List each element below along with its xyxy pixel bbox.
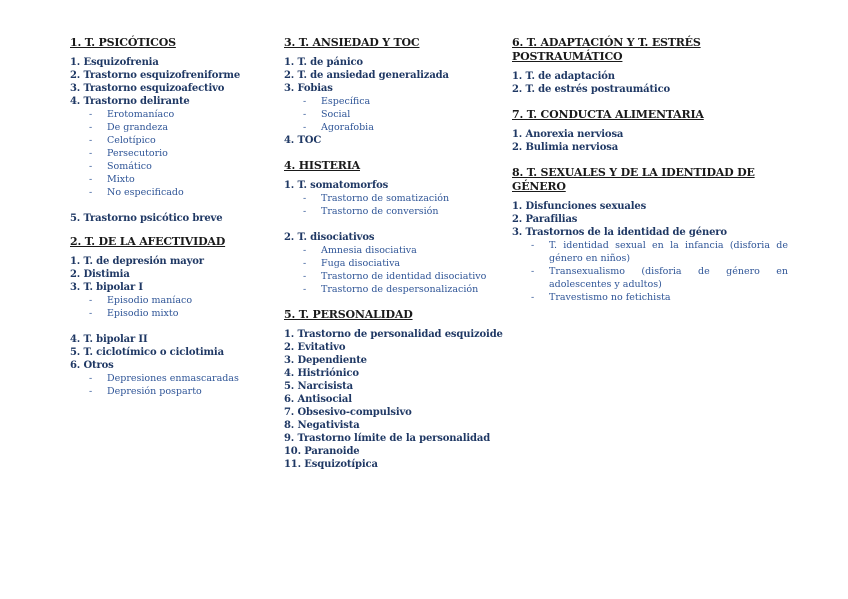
sub-item: - Trastorno de identidad disociativo — [284, 270, 504, 283]
list-item: 6. Antisocial — [284, 394, 352, 405]
section-title: 1. T. PSICÓTICOS — [70, 36, 176, 49]
list-item: 1. Trastorno de personalidad esquizoide — [284, 329, 503, 340]
sub-item: - De grandeza — [70, 121, 270, 134]
list-item: 3. Trastorno esquizoafectivo — [70, 83, 225, 94]
section-psicoticos — [70, 36, 270, 225]
section-alimentaria — [512, 108, 788, 154]
sub-item: - Transexualismo (disforia de género en adolescentes y adultos) — [512, 265, 788, 291]
section-title: 5. T. PERSONALIDAD — [284, 308, 413, 321]
list-item: 5. Trastorno psicótico breve — [70, 213, 223, 224]
list-item: 4. T. bipolar II — [70, 334, 148, 345]
list-item: 2. T. de estrés postraumático — [512, 84, 671, 95]
sub-item: - No especificado — [70, 186, 270, 199]
list-item: 2. T. de ansiedad generalizada — [284, 70, 449, 81]
list-item: 1. Anorexia nerviosa — [512, 129, 624, 140]
list-item: 2. Bulimia nerviosa — [512, 142, 619, 153]
column-2 — [284, 36, 504, 481]
section-ansiedad — [284, 36, 504, 147]
list-item: 1. T. de adaptación — [512, 71, 615, 82]
sub-item: - T. identidad sexual en la infancia (disforia de género en niños) — [512, 239, 788, 265]
list-item: 2. Trastorno esquizofreniforme — [70, 70, 241, 81]
column-3 — [512, 36, 788, 314]
section-histeria — [284, 159, 504, 296]
list-item: 3. T. bipolar I — [70, 282, 143, 293]
list-item: 6. Otros — [70, 360, 114, 371]
column-1 — [70, 36, 270, 408]
list-item: 1. T. de pánico — [284, 57, 363, 68]
sub-item: - Específica — [284, 95, 504, 108]
sub-item: - Episodio mixto — [70, 307, 270, 320]
sub-item: - Agorafobia — [284, 121, 504, 134]
list-item: 4. Histriónico — [284, 368, 359, 379]
section-title: 3. T. ANSIEDAD Y TOC — [284, 36, 420, 49]
sub-item: - Amnesia disociativa — [284, 244, 504, 257]
list-item: 4. TOC — [284, 135, 322, 146]
list-item: 5. T. ciclotímico o ciclotimia — [70, 347, 224, 358]
list-item: 1. Disfunciones sexuales — [512, 201, 647, 212]
sub-item: - Celotípico — [70, 134, 270, 147]
section-personalidad — [284, 308, 504, 471]
list-item: 9. Trastorno límite de la personalidad — [284, 433, 491, 444]
section-title: 2. T. DE LA AFECTIVIDAD — [70, 235, 226, 248]
section-sexuales — [512, 166, 788, 304]
sub-item: - Somático — [70, 160, 270, 173]
list-item: 3. Trastornos de la identidad de género — [512, 227, 727, 238]
sub-item: - Depresión posparto — [70, 385, 270, 398]
section-afectividad — [70, 235, 270, 398]
list-item: 11. Esquizotípica — [284, 459, 378, 470]
section-title: 8. T. SEXUALES Y DE LA IDENTIDAD DE GÉNERO — [512, 166, 755, 193]
list-item: 2. T. disociativos — [284, 232, 375, 243]
list-item: 3. Dependiente — [284, 355, 367, 366]
section-title: 4. HISTERIA — [284, 159, 360, 172]
list-item: 5. Narcisista — [284, 381, 353, 392]
list-item: 1. T. de depresión mayor — [70, 256, 204, 267]
section-title: 7. T. CONDUCTA ALIMENTARIA — [512, 108, 704, 121]
sub-item: - Trastorno de conversión — [284, 205, 504, 218]
section-adaptacion — [512, 36, 788, 96]
list-item: 1. Esquizofrenia — [70, 57, 159, 68]
sub-item: - Social — [284, 108, 504, 121]
sub-item: - Fuga disociativa — [284, 257, 504, 270]
list-item: 2. Evitativo — [284, 342, 346, 353]
sub-item: - Mixto — [70, 173, 270, 186]
section-title: 6. T. ADAPTACIÓN Y T. ESTRÉS POSTRAUMÁTICO — [512, 36, 701, 63]
list-item: 1. T. somatomorfos — [284, 180, 389, 191]
sub-item: - Depresiones enmascaradas — [70, 372, 270, 385]
list-item: 3. Fobias — [284, 83, 333, 94]
list-item: 4. Trastorno delirante — [70, 96, 190, 107]
sub-item: - Travestismo no fetichista — [512, 291, 788, 304]
sub-item: - Persecutorio — [70, 147, 270, 160]
list-item: 7. Obsesivo-compulsivo — [284, 407, 412, 418]
list-item: 8. Negativista — [284, 420, 360, 431]
list-item: 10. Paranoide — [284, 446, 360, 457]
list-item: 2. Distimia — [70, 269, 130, 280]
sub-item: - Episodio maníaco — [70, 294, 270, 307]
sub-item: - Erotomaníaco — [70, 108, 270, 121]
sub-item: - Trastorno de somatización — [284, 192, 504, 205]
sub-item: - Trastorno de despersonalización — [284, 283, 504, 296]
list-item: 2. Parafilias — [512, 214, 578, 225]
